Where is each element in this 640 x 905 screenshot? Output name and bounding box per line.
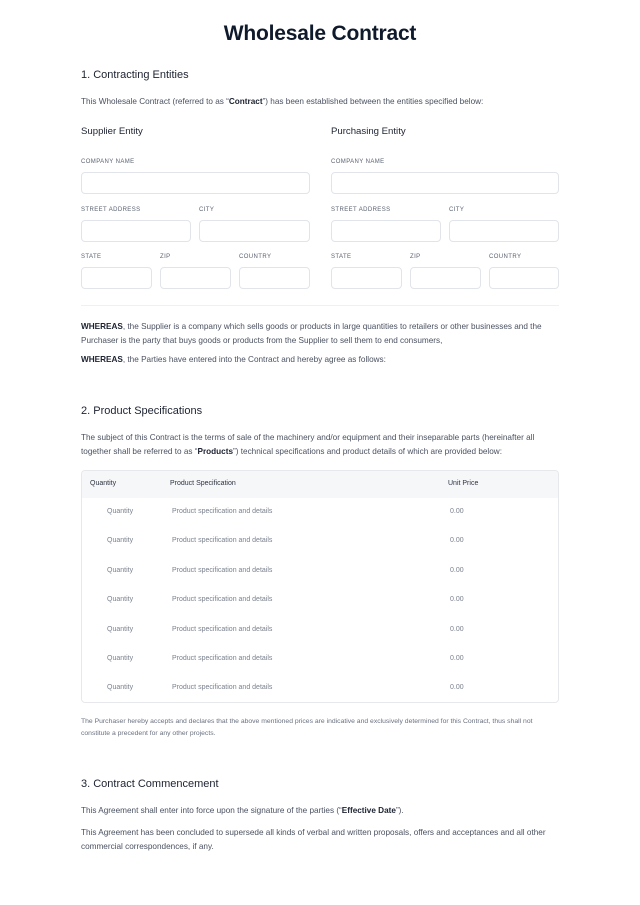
section3-paragraph-2: This Agreement has been concluded to supersede all kinds of verbal and written proposals, offers and acceptances and all other commercial correspondences, if any. xyxy=(81,828,546,851)
cell-quantity[interactable]: Quantity xyxy=(107,655,134,662)
cell-unit-price[interactable]: 0.00 xyxy=(450,625,464,633)
purchaser-zip-label: ZIP xyxy=(410,254,421,260)
purchaser-city-field[interactable] xyxy=(449,220,559,242)
table-header xyxy=(82,471,558,498)
section-heading-contract-commencement: 3. Contract Commencement xyxy=(81,778,219,790)
supplier-state-field[interactable] xyxy=(81,267,152,289)
cell-quantity[interactable]: Quantity xyxy=(107,684,134,692)
supplier-state-label: STATE xyxy=(81,254,102,260)
supplier-city-label: CITY xyxy=(199,207,215,213)
section-heading-product-specifications: 2. Product Specifications xyxy=(81,405,203,417)
section2-intro: The subject of this Contract is the terms of sale of the machinery and/or equipment and their inseparable parts (hereinafter all together shall be referred to as “Products”) technical specifications and product details of which are provided below: xyxy=(81,433,535,456)
purchaser-zip-field[interactable] xyxy=(410,267,481,289)
purchaser-country-label: COUNTRY xyxy=(489,254,522,260)
cell-quantity[interactable]: Quantity xyxy=(107,625,134,633)
section-heading-contracting-entities: 1. Contracting Entities xyxy=(81,69,189,81)
supplier-street-field[interactable] xyxy=(81,220,191,242)
supplier-zip-field[interactable] xyxy=(160,267,231,289)
cell-unit-price[interactable]: 0.00 xyxy=(450,684,464,692)
supplier-company-label: COMPANY NAME xyxy=(81,159,135,165)
cell-specification[interactable]: Product specification and details xyxy=(172,655,273,662)
cell-specification[interactable]: Product specification and details xyxy=(172,508,273,515)
cell-quantity[interactable]: Quantity xyxy=(107,508,134,515)
cell-unit-price[interactable]: 0.00 xyxy=(450,566,464,574)
table-row xyxy=(82,498,558,527)
supplier-zip-label: ZIP xyxy=(160,254,171,260)
purchaser-state-field[interactable] xyxy=(331,267,402,289)
pricing-note: The Purchaser hereby accepts and declares that the above mentioned prices are indicative and exclusively determined for this Contract, thus shall not constitute a precedent for any other projects. xyxy=(81,718,533,737)
cell-specification[interactable]: Product specification and details xyxy=(172,566,273,574)
cell-specification[interactable]: Product specification and details xyxy=(172,537,273,545)
purchaser-state-label: STATE xyxy=(331,254,352,260)
header-quantity: Quantity xyxy=(90,480,117,487)
purchaser-country-field[interactable] xyxy=(489,267,559,289)
header-unit-price: Unit Price xyxy=(448,480,479,487)
table-row xyxy=(82,557,558,586)
purchaser-company-field[interactable] xyxy=(331,172,559,194)
cell-specification[interactable]: Product specification and details xyxy=(172,684,273,692)
cell-unit-price[interactable]: 0.00 xyxy=(450,596,464,604)
supplier-city-field[interactable] xyxy=(199,220,310,242)
supplier-company-field[interactable] xyxy=(81,172,310,194)
whereas-clause-1: WHEREAS, the Supplier is a company which sells goods or products in large quantities to retailers or other businesses and the Purchaser is the party that buys goods or products from the Supplier to sell them to end consumers, xyxy=(81,322,542,345)
section3-paragraph-1: This Agreement shall enter into force upon the signature of the parties (“Effective Date”). xyxy=(81,806,404,815)
purchaser-street-label: STREET ADDRESS xyxy=(331,207,391,213)
table-row xyxy=(82,674,558,703)
table-row xyxy=(82,616,558,645)
cell-unit-price[interactable]: 0.00 xyxy=(450,655,464,662)
table-row xyxy=(82,645,558,674)
purchaser-street-field[interactable] xyxy=(331,220,441,242)
supplier-country-field[interactable] xyxy=(239,267,310,289)
cell-quantity[interactable]: Quantity xyxy=(107,537,134,545)
purchaser-city-label: CITY xyxy=(449,207,465,213)
purchaser-heading: Purchasing Entity xyxy=(331,126,406,137)
whereas-clause-2: WHEREAS, the Parties have entered into the Contract and hereby agree as follows: xyxy=(81,355,386,364)
table-row xyxy=(82,586,558,615)
cell-unit-price[interactable]: 0.00 xyxy=(450,508,464,515)
supplier-street-label: STREET ADDRESS xyxy=(81,207,141,213)
divider xyxy=(81,305,559,306)
supplier-heading: Supplier Entity xyxy=(81,126,143,137)
header-product-specification: Product Specification xyxy=(170,480,236,487)
page-title: Wholesale Contract xyxy=(223,22,417,45)
cell-specification[interactable]: Product specification and details xyxy=(172,625,273,633)
table-row xyxy=(82,527,558,556)
product-table xyxy=(81,470,559,703)
section1-intro: This Wholesale Contract (referred to as “Contract”) has been established between the entities specified below: xyxy=(81,97,484,106)
purchaser-company-label: COMPANY NAME xyxy=(331,159,385,165)
cell-unit-price[interactable]: 0.00 xyxy=(450,537,464,545)
supplier-country-label: COUNTRY xyxy=(239,254,272,260)
cell-specification[interactable]: Product specification and details xyxy=(172,596,273,604)
cell-quantity[interactable]: Quantity xyxy=(107,596,134,604)
cell-quantity[interactable]: Quantity xyxy=(107,566,134,574)
